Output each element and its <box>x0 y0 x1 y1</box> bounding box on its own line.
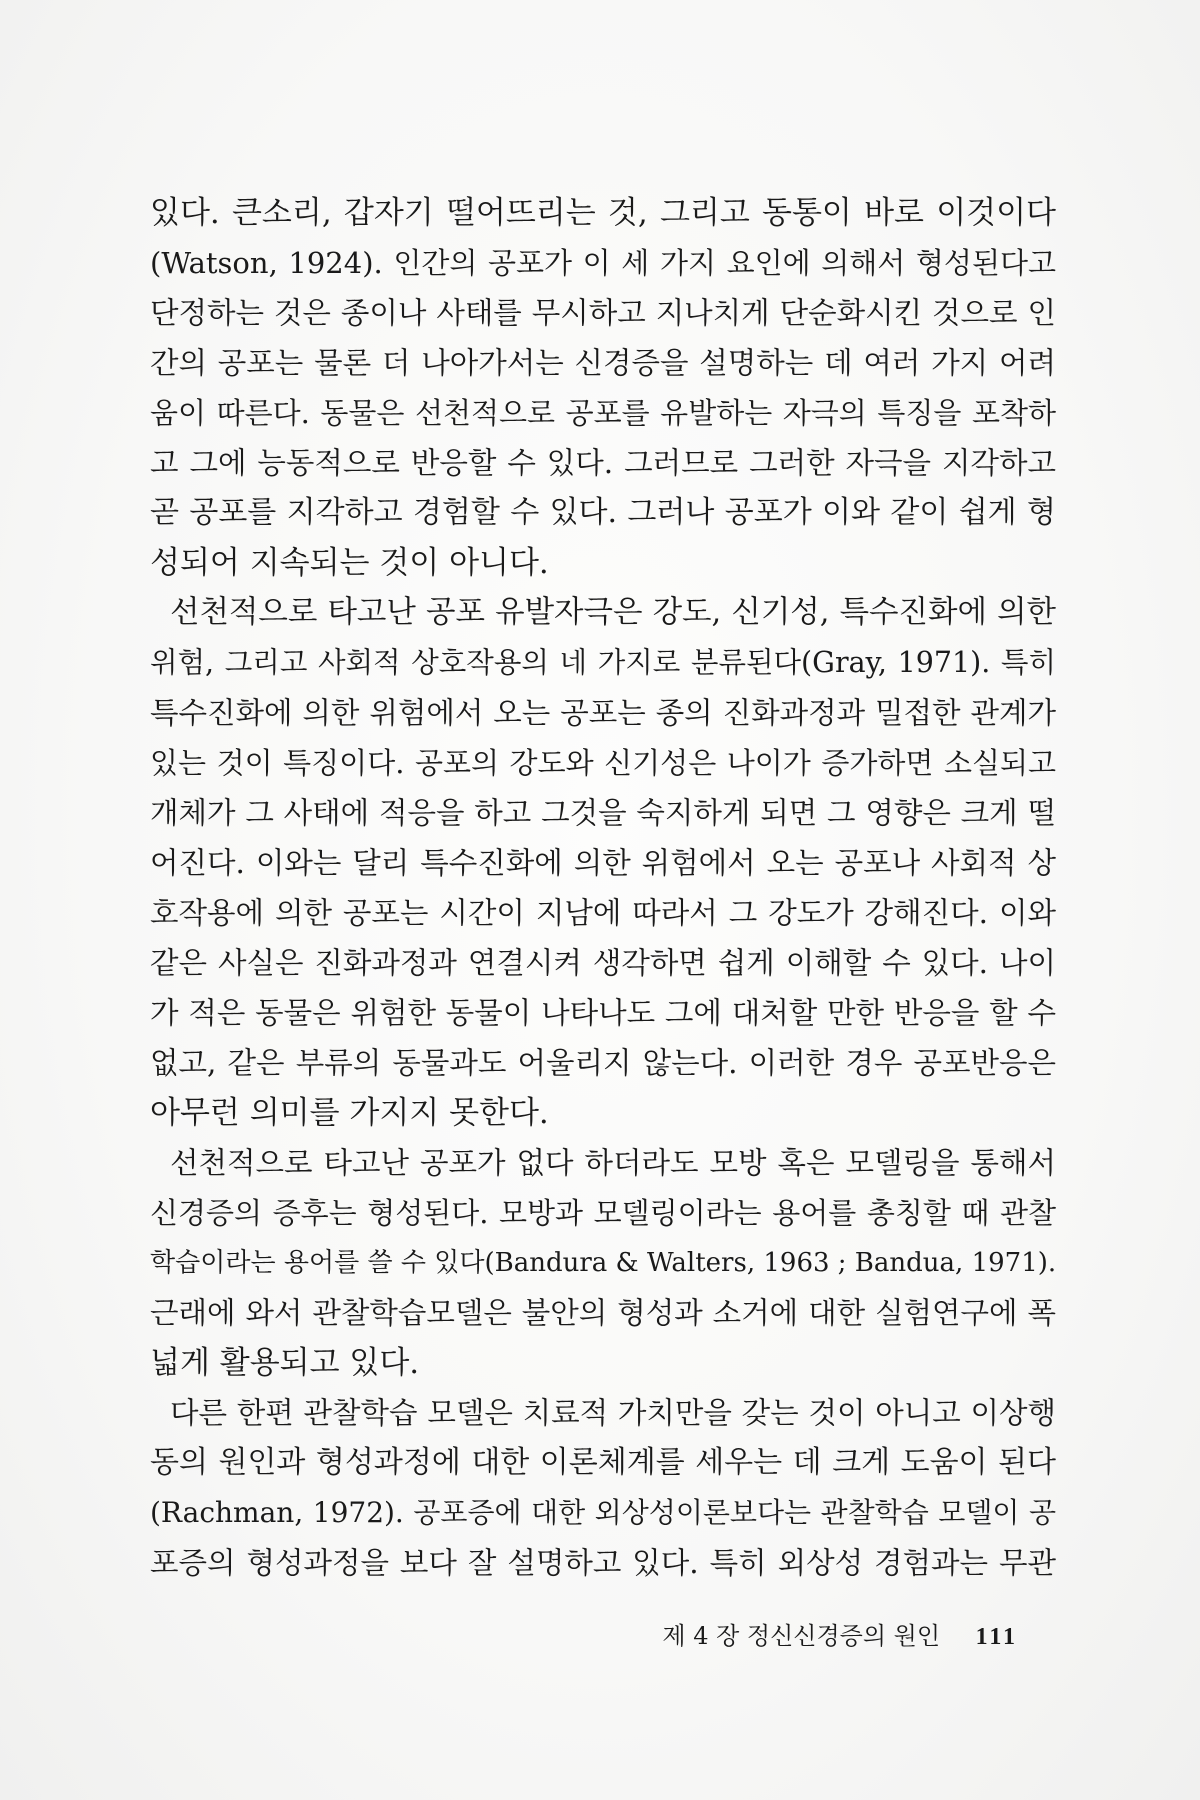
text-line: 없고, 같은 부류의 동물과도 어울리지 않는다. 이러한 경우 공포반응은 <box>150 1046 1056 1080</box>
text-line: 호작용에 의한 공포는 시간이 지남에 따라서 그 강도가 강해진다. 이와 <box>150 896 1056 930</box>
page-number: 111 <box>975 1624 1018 1650</box>
text-line: 움이 따른다. 동물은 선천적으로 공포를 유발하는 자극의 특징을 포착하 <box>150 396 1056 430</box>
text-line: 특수진화에 의한 위험에서 오는 공포는 종의 진화과정과 밀접한 관계가 <box>150 696 1056 730</box>
text-line: 포증의 형성과정을 보다 잘 설명하고 있다. 특히 외상성 경험과는 무관 <box>150 1546 1056 1580</box>
text-line: 간의 공포는 물론 더 나아가서는 신경증을 설명하는 데 여러 가지 어려 <box>150 346 1056 380</box>
text-line: 위험, 그리고 사회적 상호작용의 네 가지로 분류된다(Gray, 1971). 특히 <box>150 646 1056 679</box>
text-line: 선천적으로 타고난 공포 유발자극은 강도, 신기성, 특수진화에 의한 <box>170 595 1056 630</box>
paragraph <box>150 188 1056 588</box>
text-line: 어진다. 이와는 달리 특수진화에 의한 위험에서 오는 공포나 사회적 상 <box>150 846 1056 880</box>
text-line: 아무런 의미를 가지지 못한다. <box>150 1095 549 1131</box>
paragraph <box>150 1388 1056 1588</box>
text-line: 있는 것이 특징이다. 공포의 강도와 신기성은 나이가 증가하면 소실되고 <box>150 746 1056 780</box>
text-line: 단정하는 것은 종이나 사태를 무시하고 지나치게 단순화시킨 것으로 인 <box>150 296 1056 330</box>
text-line: 넓게 활용되고 있다. <box>150 1345 420 1381</box>
text-line: 선천적으로 타고난 공포가 없다 하더라도 모방 혹은 모델링을 통해서 <box>170 1146 1056 1180</box>
text-line: 성되어 지속되는 것이 아니다. <box>150 545 549 581</box>
text-line: 가 적은 동물은 위험한 동물이 나타나도 그에 대처할 만한 반응을 할 수 <box>150 996 1056 1030</box>
text-line: (Watson, 1924). 인간의 공포가 이 세 가지 요인에 의해서 형성된다고 <box>150 246 1056 280</box>
text-line: 신경증의 증후는 형성된다. 모방과 모델링이라는 용어를 총칭할 때 관찰 <box>150 1196 1056 1230</box>
text-line: 고 그에 능동적으로 반응할 수 있다. 그러므로 그러한 자극을 지각하고 <box>150 446 1056 480</box>
text-line: 다른 한편 관찰학습 모델은 치료적 가치만을 갖는 것이 아니고 이상행 <box>170 1396 1056 1430</box>
text-line: 근래에 와서 관찰학습모델은 불안의 형성과 소거에 대한 실험연구에 폭 <box>150 1296 1056 1330</box>
text-line: 학습이라는 용어를 쓸 수 있다(Bandura & Walters, 1963 ; Bandua, 1971). <box>150 1248 1056 1278</box>
text-line: 동의 원인과 형성과정에 대한 이론체계를 세우는 데 크게 도움이 된다 <box>150 1445 1056 1480</box>
text-line: 같은 사실은 진화과정과 연결시켜 생각하면 쉽게 이해할 수 있다. 나이 <box>150 946 1056 980</box>
text-line: (Rachman, 1972). 공포증에 대한 외상성이론보다는 관찰학습 모델이 공 <box>150 1496 1056 1529</box>
body-text <box>150 188 1056 1588</box>
chapter-title: 제 4 장 정신신경증의 원인 <box>662 1622 940 1650</box>
text-line: 곧 공포를 지각하고 경험할 수 있다. 그러나 공포가 이와 같이 쉽게 형 <box>150 495 1056 530</box>
paragraph <box>150 1138 1056 1388</box>
text-line: 있다. 큰소리, 갑자기 떨어뜨리는 것, 그리고 동통이 바로 이것이다 <box>150 195 1056 231</box>
text-line: 개체가 그 사태에 적응을 하고 그것을 숙지하게 되면 그 영향은 크게 떨 <box>150 796 1056 830</box>
page-footer <box>0 1616 1018 1651</box>
paragraph <box>150 588 1056 1138</box>
